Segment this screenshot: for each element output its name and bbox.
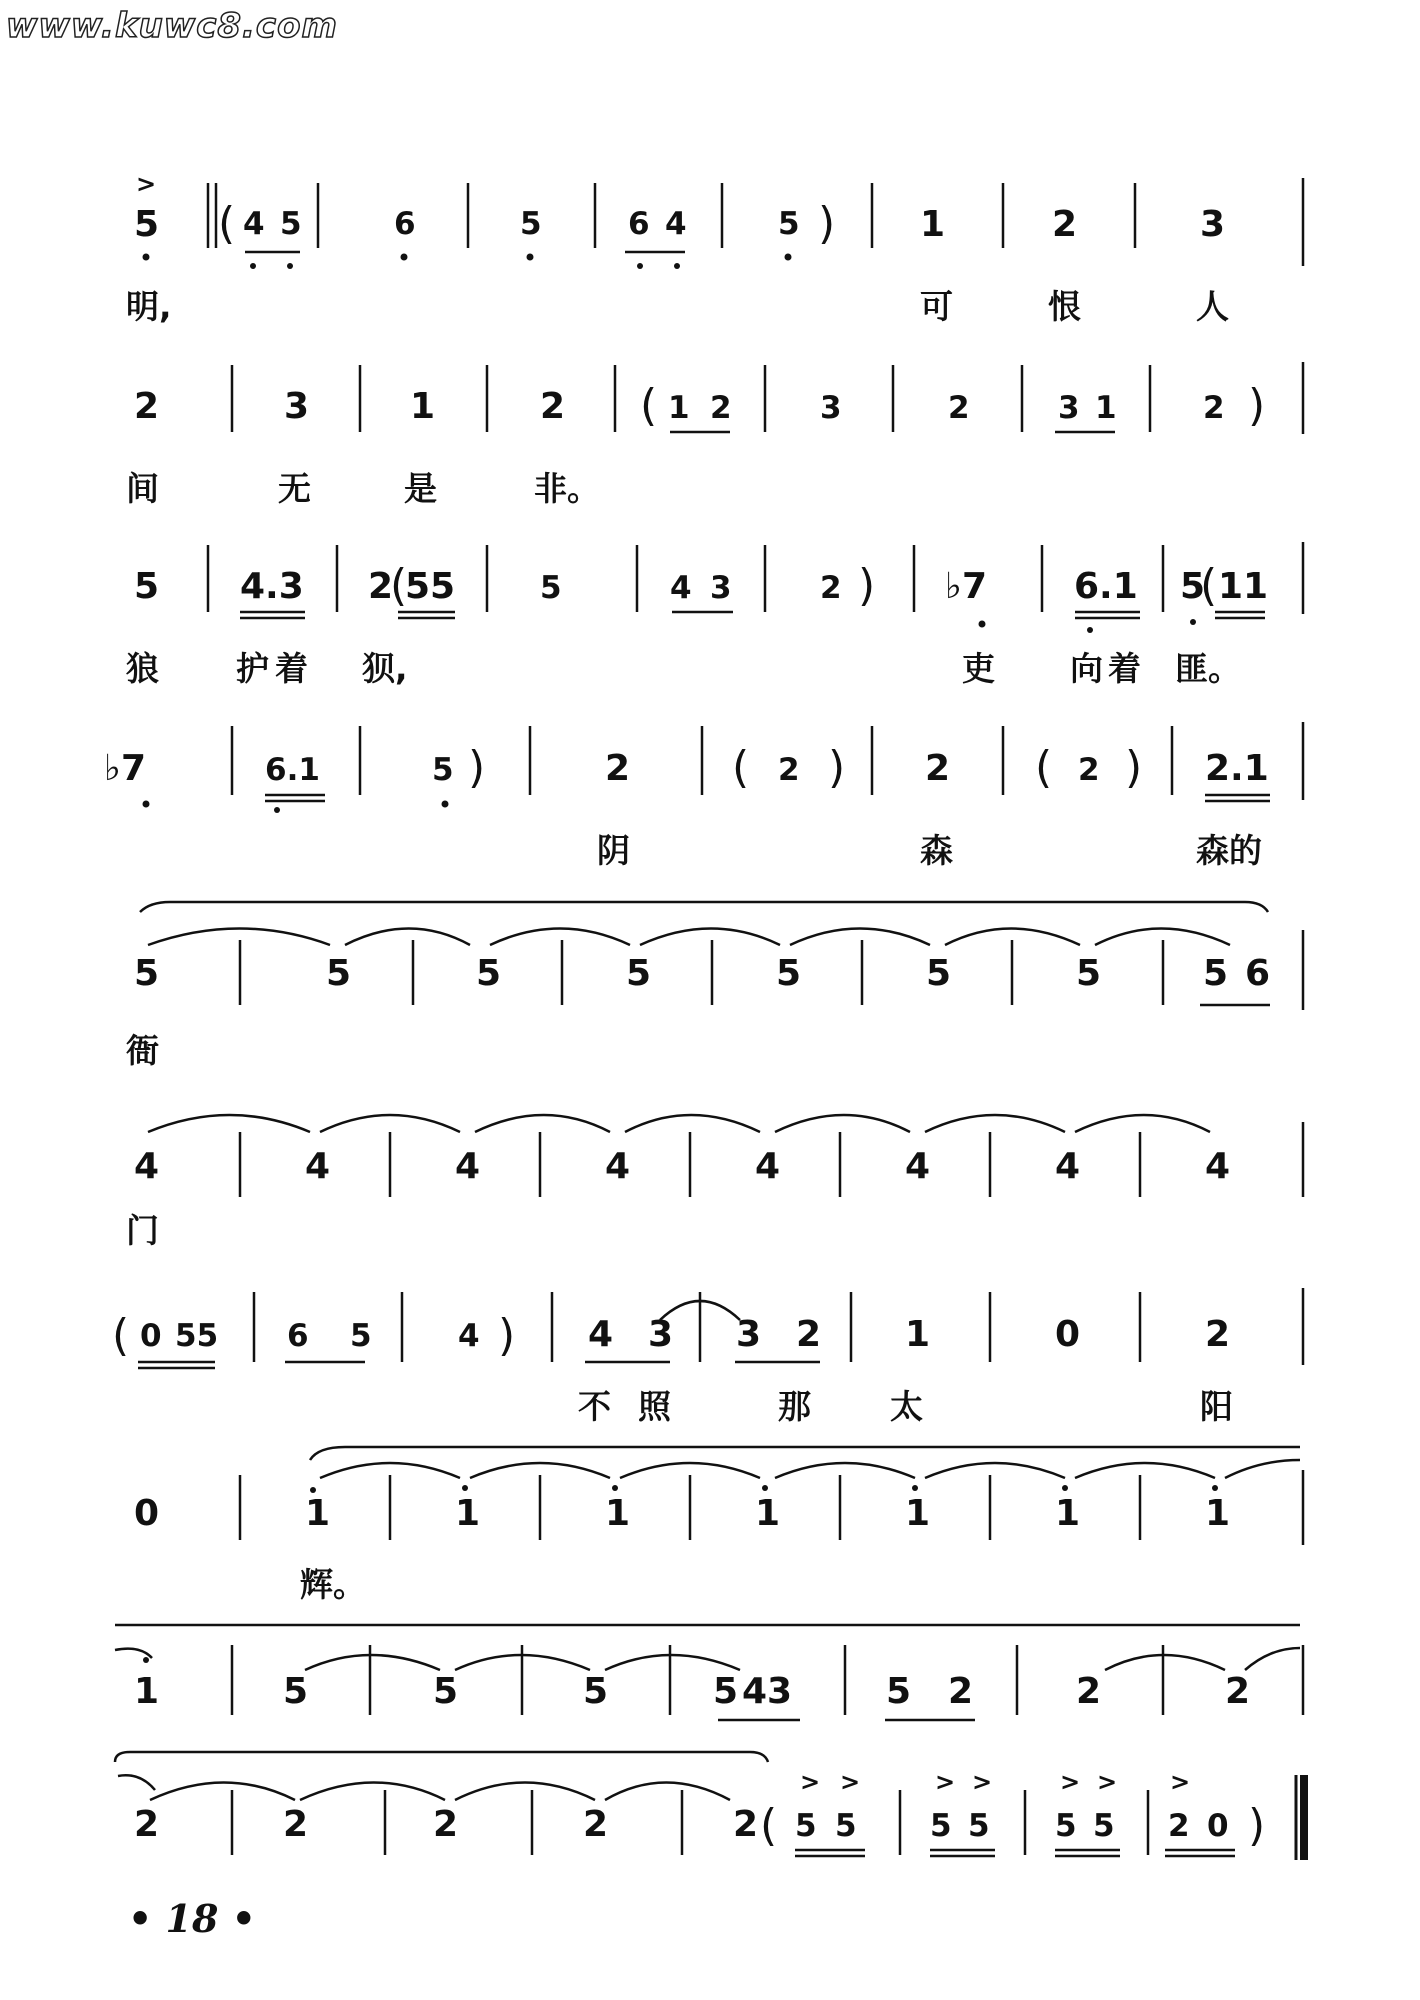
lyric: 吏: [962, 649, 995, 688]
paren-open: (: [1035, 742, 1053, 793]
octave-dots: [143, 254, 1219, 1664]
note: 2: [540, 386, 566, 427]
lyric: 间: [126, 469, 159, 508]
lyric: 是: [404, 469, 437, 508]
note: 3: [710, 570, 732, 606]
paren-open: (: [760, 1800, 778, 1851]
paren-open: (: [732, 742, 750, 793]
note: 2: [1076, 1671, 1102, 1712]
note: 6: [1245, 953, 1271, 994]
note: 11: [1218, 566, 1269, 607]
note: 4: [134, 1146, 160, 1187]
lyric: 护: [236, 649, 269, 688]
note: 2: [283, 1804, 309, 1845]
note: 4: [588, 1314, 614, 1355]
note: 1: [1095, 390, 1117, 426]
lyric: 森的: [1196, 831, 1262, 870]
staff-graphics: [115, 178, 1304, 1860]
note: 4: [305, 1146, 331, 1187]
note: 6: [628, 206, 650, 242]
note: 5: [134, 953, 160, 994]
note: 0: [1055, 1314, 1081, 1355]
note: 2: [134, 1804, 160, 1845]
accent-mark: >: [136, 170, 157, 198]
note: 0: [134, 1493, 160, 1534]
lyric: 照: [638, 1387, 671, 1426]
note: 3: [736, 1314, 762, 1355]
note: 4: [755, 1146, 781, 1187]
note: 4: [1055, 1146, 1081, 1187]
note: 1: [410, 386, 436, 427]
lyric: 向: [1070, 649, 1103, 688]
note: 4: [605, 1146, 631, 1187]
paren-close: ): [498, 1310, 516, 1361]
paren-open: (: [1200, 560, 1218, 611]
lyric: 狼: [126, 649, 159, 688]
note: 5: [432, 752, 454, 788]
accent-mark: >: [1170, 1768, 1191, 1796]
note: 5: [520, 206, 542, 242]
lyric: 匪。: [1175, 649, 1241, 688]
note: 5: [476, 953, 502, 994]
note: 2: [1168, 1808, 1190, 1844]
note: 3: [648, 1314, 674, 1355]
note: 1: [1205, 1493, 1231, 1534]
lyric: 太: [890, 1387, 923, 1426]
note: ♭7: [945, 566, 988, 607]
note: 4.3: [240, 566, 304, 607]
note: 4: [1205, 1146, 1231, 1187]
note: 2: [583, 1804, 609, 1845]
lyric: 着: [1108, 649, 1141, 688]
note: 1: [920, 204, 946, 245]
note: 5: [835, 1808, 857, 1844]
note: 5: [280, 206, 302, 242]
note: 5: [540, 570, 562, 606]
note: 0: [140, 1318, 162, 1354]
note: 2: [605, 748, 631, 789]
note: 2: [1052, 204, 1078, 245]
note: 5: [926, 953, 952, 994]
note: 5: [350, 1318, 372, 1354]
lyric: 人: [1196, 287, 1229, 326]
accent-mark: >: [800, 1768, 821, 1796]
accent-mark: >: [840, 1768, 861, 1796]
note: 5: [1180, 566, 1206, 607]
paren-close: ): [1248, 380, 1266, 431]
note: 2.1: [1205, 748, 1269, 789]
note: 1: [605, 1493, 631, 1534]
paren-open: (: [112, 1310, 130, 1361]
lyric: 森: [920, 831, 953, 870]
note: 1: [455, 1493, 481, 1534]
note: 5: [1055, 1808, 1077, 1844]
note: 4: [458, 1318, 480, 1354]
lyrics: [126, 287, 1262, 1604]
note: 43: [742, 1671, 793, 1712]
note: 6: [394, 206, 416, 242]
note: 6: [287, 1318, 309, 1354]
accent-mark: >: [1060, 1768, 1081, 1796]
lyric: 可: [920, 287, 953, 326]
note: 2: [948, 390, 970, 426]
lyric: 非。: [534, 469, 600, 508]
paren-close: ): [1248, 1800, 1266, 1851]
note: 2: [134, 386, 160, 427]
note: 2: [1225, 1671, 1251, 1712]
note: 2: [368, 566, 394, 607]
note: 4: [243, 206, 265, 242]
lyric: 阴: [597, 831, 630, 870]
note: 5: [778, 206, 800, 242]
paren-open: (: [390, 560, 408, 611]
note: 1: [905, 1314, 931, 1355]
note: 2: [820, 570, 842, 606]
note: 2: [433, 1804, 459, 1845]
lyric: 辉。: [300, 1565, 366, 1604]
lyric: 恨: [1048, 287, 1081, 326]
note: 4: [905, 1146, 931, 1187]
note: 5: [776, 953, 802, 994]
lyric: 无: [278, 469, 311, 508]
note: 5: [1203, 953, 1229, 994]
paren-close: ): [818, 198, 836, 249]
lyric: 不: [578, 1387, 611, 1426]
note: 5: [930, 1808, 952, 1844]
note: 5: [134, 566, 160, 607]
note: 2: [925, 748, 951, 789]
note: 4: [455, 1146, 481, 1187]
paren-close: ): [468, 742, 486, 793]
note: 2: [1203, 390, 1225, 426]
note: 2: [1078, 752, 1100, 788]
paren-close: ): [828, 742, 846, 793]
note: 1: [668, 390, 690, 426]
note: 5: [795, 1808, 817, 1844]
note: 5: [1076, 953, 1102, 994]
note: 1: [305, 1493, 331, 1534]
note: 6.1: [1074, 566, 1138, 607]
note: 5: [433, 1671, 459, 1712]
note: 1: [134, 1671, 160, 1712]
note: 2: [796, 1314, 822, 1355]
notes: [104, 170, 1270, 1851]
lyric: 明,: [126, 287, 172, 326]
paren-open: (: [640, 380, 658, 431]
note: 5: [968, 1808, 990, 1844]
note: 5: [886, 1671, 912, 1712]
note: 4: [670, 570, 692, 606]
note: 1: [1055, 1493, 1081, 1534]
paren-close: ): [858, 560, 876, 611]
lyric: 门: [126, 1211, 159, 1250]
accent-mark: >: [935, 1768, 956, 1796]
note: 0: [1207, 1808, 1229, 1844]
note: 2: [948, 1671, 974, 1712]
accent-mark: >: [1097, 1768, 1118, 1796]
note: 5: [626, 953, 652, 994]
note: 55: [405, 566, 456, 607]
note: 6.1: [265, 752, 320, 788]
lyric: 那: [778, 1387, 811, 1426]
note: 3: [284, 386, 310, 427]
note: 55: [175, 1318, 219, 1354]
note: 5: [326, 953, 352, 994]
note: 2: [710, 390, 732, 426]
note: 5: [583, 1671, 609, 1712]
note: 5: [1093, 1808, 1115, 1844]
note: 5: [134, 204, 160, 245]
lyric: 阳: [1200, 1387, 1233, 1426]
note: 3: [1200, 204, 1226, 245]
note: 4: [665, 206, 687, 242]
note: 5: [283, 1671, 309, 1712]
lyric: 着: [275, 649, 308, 688]
note: 2: [778, 752, 800, 788]
accent-mark: >: [972, 1768, 993, 1796]
note: 5: [713, 1671, 739, 1712]
note: 2: [1205, 1314, 1231, 1355]
note: 1: [755, 1493, 781, 1534]
note: ♭7: [104, 748, 147, 789]
lyric: 衙: [126, 1031, 159, 1070]
note: 3: [820, 390, 842, 426]
watermark: www.kuwc8.com: [6, 6, 338, 46]
note: 2: [733, 1804, 759, 1845]
page-number: • 18 •: [128, 1896, 256, 1941]
note: 3: [1058, 390, 1080, 426]
paren-open: (: [218, 198, 236, 249]
lyric: 狈,: [362, 649, 408, 688]
note: 1: [905, 1493, 931, 1534]
paren-close: ): [1125, 742, 1143, 793]
